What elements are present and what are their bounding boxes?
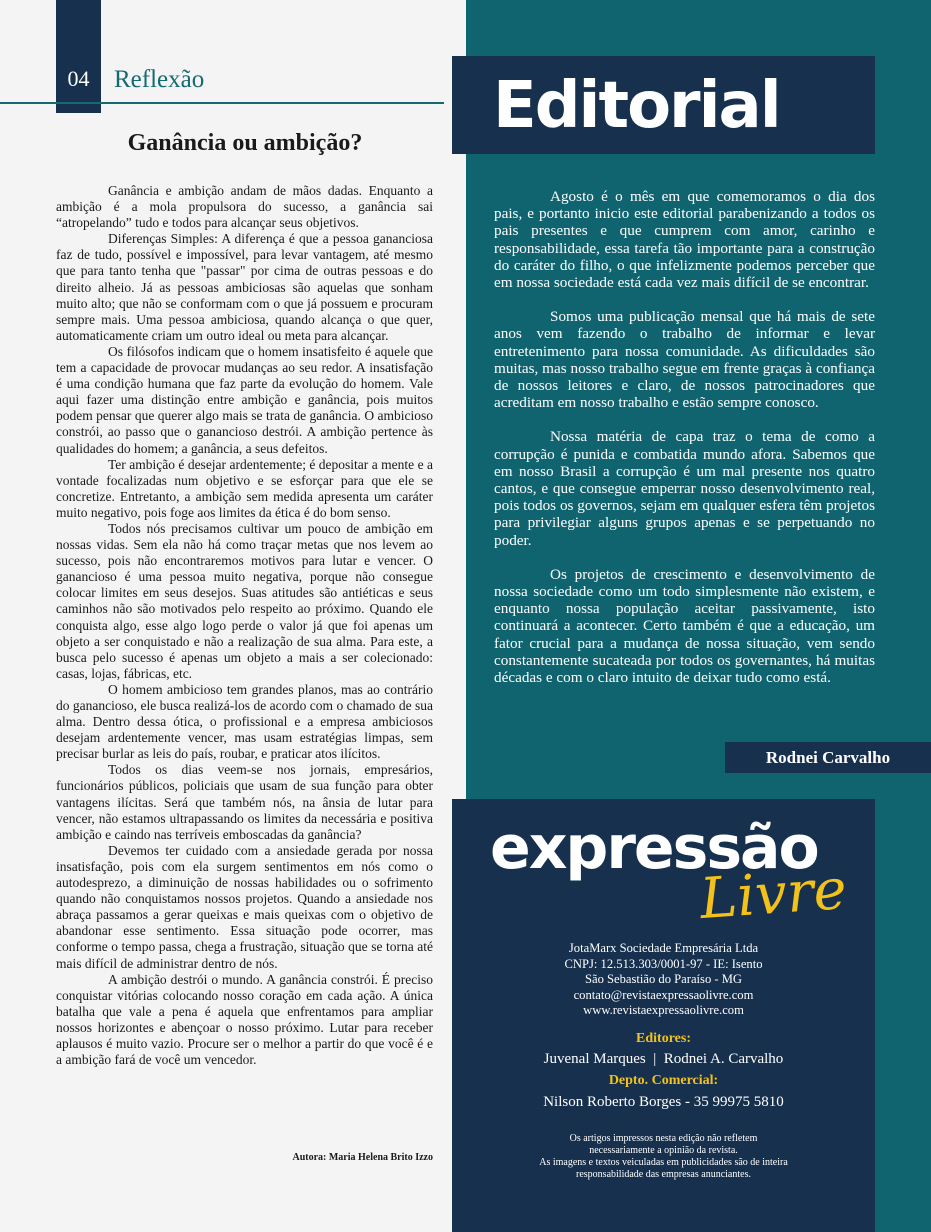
article-title: Ganância ou ambição? — [127, 130, 363, 156]
editors-label: Editores: — [636, 1031, 691, 1046]
article-paragraph: Os filósofos indicam que o homem insatisfeito é aquele que tem a capacidade de provocar mudanças ao seu redor. A insatisfação é uma condição humana que faz parte da evolução do homem. Vale aqui fazer uma distinção entre ambição e ganância, pois muitos podem pensar que querer algo mais se trata de ganância. O ambicioso constrói, ao passo que o ganancioso destrói. A ambição pertence às qualidades do homem; a ganância, a seus defeitos. — [56, 343, 433, 456]
disclaimer-line: Os artigos impressos nesta edição não refletem — [569, 1133, 758, 1144]
article-body — [56, 183, 433, 1068]
editorial-signature: Rodnei Carvalho — [765, 748, 891, 767]
editorial-paragraph: Agosto é o mês em que comemoramos o dia dos pais, e portanto inicio este editorial parabenizando a todos os pais presentes e que cumprem com amor, carinho e responsabilidade, essa tarefa tão importante para a construção do caráter do filho, o que infelizmente podemos perceber que em nossa sociedade está cada vez mais difícil de se encontrar. — [494, 188, 875, 292]
commercial-label: Depto. Comercial: — [608, 1073, 719, 1088]
article-paragraph: O homem ambicioso tem grandes planos, mas ao contrário do ganancioso, ele busca realizá-los de acordo com o chamado de sua alma. Dentro dessa ótica, o profissional e a empresa ambiciosos desejam ardentemente vencer, mas usam estratégias limpas, sem precisar burlar as leis do país, roubar, e praticar atos ilícitos. — [56, 681, 433, 762]
editorial-paragraph: Somos uma publicação mensal que há mais de sete anos vem fazendo o trabalho de informar e levar entretenimento para nossa comunidade. As dificuldades são muitas, mas nosso trabalho segue em frente graças à confiança de nossos leitores e claro, de nossos patrocinadores que acreditam em nosso trabalho e estão sempre conosco. — [494, 308, 875, 412]
disclaimer-line: necessariamente a opinião da revista. — [589, 1145, 738, 1156]
logo-script: Livre — [697, 856, 849, 933]
article-paragraph: A ambição destrói o mundo. A ganância constrói. É preciso conquistar vitórias colocando nosso coração em cada ação. A única batalha que vale a pena é aquela que enfrentamos para ampliar nossos horizontes e abençoar o nosso próximo. Lutar para receber aplausos é muito vazio. Procure ser o melhor a partir do que você é e a ambição fará de você um vencedor. — [56, 971, 433, 1068]
editorial-title: Editorial — [493, 69, 780, 143]
editors-names: Juvenal Marques | Rodnei A. Carvalho — [543, 1051, 784, 1067]
logo-wordmark: expressão — [490, 813, 818, 883]
article-paragraph: Diferenças Simples: A diferença é que a pessoa gananciosa faz de tudo, possível e impossível, para levar vantagem, até mesmo que para tanto tenha que "passar" por cima de outras pessoas e do direito alheio. Já as pessoas ambiciosas são aquelas que sonham muito alto; que não se conformam com o que já possuem e procuram sempre mais. Uma pessoa ambiciosa, quando alcança o que quer, automaticamente criam um outro ideal ou meta para alcançar. — [56, 231, 433, 343]
editorial-body — [494, 188, 875, 703]
page-number-tab — [56, 0, 101, 113]
company-info — [452, 941, 875, 1019]
company-website: www.revistaexpressaolivre.com — [583, 1003, 744, 1017]
disclaimer-line: As imagens e textos veiculadas em publicidades são de inteira — [539, 1157, 788, 1168]
article-paragraph: Ter ambição é desejar ardentemente; é depositar a mente e a vontade focalizadas num objetivo e se esforçar para que ele se concretize. Entretanto, a ambição sem medida apresenta um caráter muito negativo, pois foge aos limites da ética é do bom senso. — [56, 456, 433, 520]
commercial-contact: Nilson Roberto Borges - 35 99975 5810 — [543, 1094, 784, 1110]
article-paragraph: Devemos ter cuidado com a ansiedade gerada por nossa insatisfação, pois com ela surgem sentimentos em nós como o autodesprezo, a diminuição de nossas habilidades ou o sofrimento quando não conquistamos nossos projetos. Quando a ansiedade nos abraça passamos a gerar queixas e mais queixas com o objetivo de abandonar esse sentimento. Essa situação pode ocorrer, mas conforme o tempo passa, chega a frustração, situação que se torna até mais difícil de administrar dentro de nós. — [56, 842, 433, 971]
disclaimer-line: responsabilidade das empresas anunciantes. — [576, 1169, 751, 1180]
company-city: São Sebastião do Paraíso - MG — [584, 972, 743, 986]
editorial-paragraph: Os projetos de crescimento e desenvolvimento de nossa sociedade como um todo simplesmente não existem, e enquanto nossa população aceitar passivamente, isto continuará a acontecer. Certo também é que a educação, um fator crucial para a mudança de nossa situação, vem sendo constantemente sucateada por todos os governantes, há muitas décadas e com o claro intuito de deixar tudo como está. — [494, 565, 875, 687]
company-email: contato@revistaexpressaolivre.com — [573, 987, 754, 1002]
disclaimer — [452, 1133, 875, 1181]
article-paragraph: Todos nós precisamos cultivar um pouco de ambição em nossas vidas. Sem ela não há como traçar metas que nos levem ao sucesso, pois não encontraremos motivos para lutar e vencer. O ganancioso é uma pessoa muito negativa, porque não consegue colocar limites em seus desejos. Suas atitudes são antiéticas e seus caminhos não são motivados pelo respeito ao próximo. Quando ele conquista algo, esse algo logo perde o valor já que foi apenas um objeto a ser conquistado e não a realização de sua alma. Para este, a busca pelo sucesso é apenas um objeto a mais a ser colecionado: casas, lojas, fábricas, etc. — [56, 520, 433, 681]
section-title: Reflexão — [114, 66, 205, 93]
article-paragraph: Todos os dias veem-se nos jornais, empresários, funcionários públicos, policiais que usam de sua função para obter vantagens ilícitas. Será que também nós, na ânsia de lutar para vencer, não estamos ultrapassando os limites da necessária e positiva ambição e caindo nas terríveis emboscadas da ganância? — [56, 762, 433, 842]
article-author: Autora: Maria Helena Brito Izzo — [292, 1152, 433, 1163]
company-name: JotaMarx Sociedade Empresária Ltda — [568, 941, 759, 955]
editorial-paragraph: Nossa matéria de capa traz o tema de como a corrupção é punida e combatida mundo afora. Sabemos que em nosso Brasil a corrupção é um mal presente nos quatro cantos, e que consegue emperrar nosso desenvolvimento real, pois todos os governos, sejam em qualquer esfera têm projetos para privilegiar alguns grupos apenas e se perpetuando no poder. — [494, 428, 875, 549]
article-paragraph: Ganância e ambição andam de mãos dadas. Enquanto a ambição é a mola propulsora do sucesso, a ganância sai “atropelando” tudo e todos para alcançar seus objetivos. — [56, 183, 433, 231]
header-rule — [0, 102, 444, 104]
page-number: 04 — [67, 66, 90, 91]
company-cnpj: CNPJ: 12.513.303/0001-97 - IE: Isento — [564, 956, 763, 971]
